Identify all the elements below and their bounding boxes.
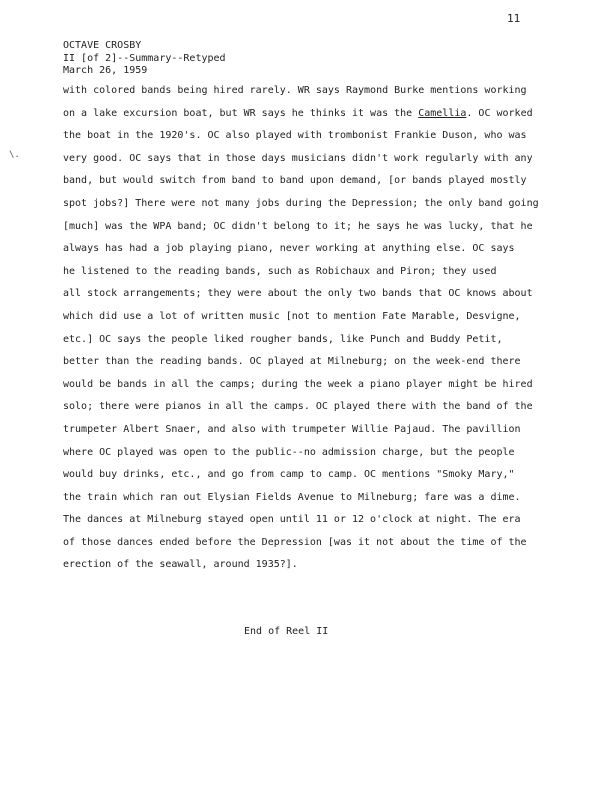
text-line: spot jobs?] There were not many jobs during the Depression; the only band going	[63, 197, 539, 209]
text-line: [much] was the WPA band; OC didn't belong to it; he says he was lucky, that he	[63, 220, 533, 232]
text-line: with colored bands being hired rarely. WR says Raymond Burke mentions working	[63, 85, 527, 96]
end-of-reel-note: End of Reel II	[244, 626, 329, 637]
text-line: which did use a lot of written music [not to mention Fate Marable, Desvigne,	[63, 310, 521, 322]
text-line: the train which ran out Elysian Fields Avenue to Milneburg; fare was a dime.	[63, 491, 521, 503]
text-segment: . OC worked	[466, 107, 533, 119]
page-number: 11	[507, 12, 521, 25]
text-line: very good. OC says that in those days musicians didn't work regularly with any	[63, 152, 533, 164]
summary-body	[63, 80, 553, 577]
text-line: the boat in the 1920's. OC also played with trombonist Frankie Duson, who was	[63, 130, 527, 142]
interview-date: March 26, 1959	[63, 65, 148, 76]
text-line: where OC played was open to the public--no admission charge, but the people	[63, 446, 515, 458]
text-line: would buy drinks, etc., and go from camp to camp. OC mentions "Smoky Mary,"	[63, 469, 515, 481]
text-line: band, but would switch from band to band upon demand, [or bands played mostly	[63, 175, 527, 187]
margin-mark: \.	[9, 150, 20, 160]
text-line: he listened to the reading bands, such as Robichaux and Piron; they used	[63, 265, 497, 277]
text-line: always has had a job playing piano, never working at anything else. OC says	[63, 243, 515, 255]
boat-name: Camellia	[418, 107, 467, 119]
text-line: The dances at Milneburg stayed open until 11 or 12 o'clock at night. The era	[63, 514, 521, 526]
text-line: would be bands in all the camps; during the week a piano player might be hired	[63, 378, 533, 390]
reel-info: II [of 2]--Summary--Retyped	[63, 52, 226, 64]
text-line: all stock arrangements; they were about the only two bands that OC knows about	[63, 288, 533, 300]
text-line: solo; there were pianos in all the camps. OC played there with the band of the	[63, 401, 533, 413]
text-line: trumpeter Albert Snaer, and also with trumpeter Willie Pajaud. The pavillion	[63, 423, 521, 435]
document-header	[63, 40, 226, 78]
text-line: of those dances ended before the Depression [was it not about the time of the	[63, 536, 527, 548]
text-line: etc.] OC says the people liked rougher bands, like Punch and Buddy Petit,	[63, 333, 503, 345]
text-line	[63, 103, 553, 126]
text-line: erection of the seawall, around 1935?].	[63, 559, 298, 571]
text-line: better than the reading bands. OC played at Milneburg; on the week-end there	[63, 356, 521, 368]
interviewee-name: OCTAVE CROSBY	[63, 40, 142, 51]
text-segment: on a lake excursion boat, but WR says he thinks it was the	[63, 107, 419, 119]
